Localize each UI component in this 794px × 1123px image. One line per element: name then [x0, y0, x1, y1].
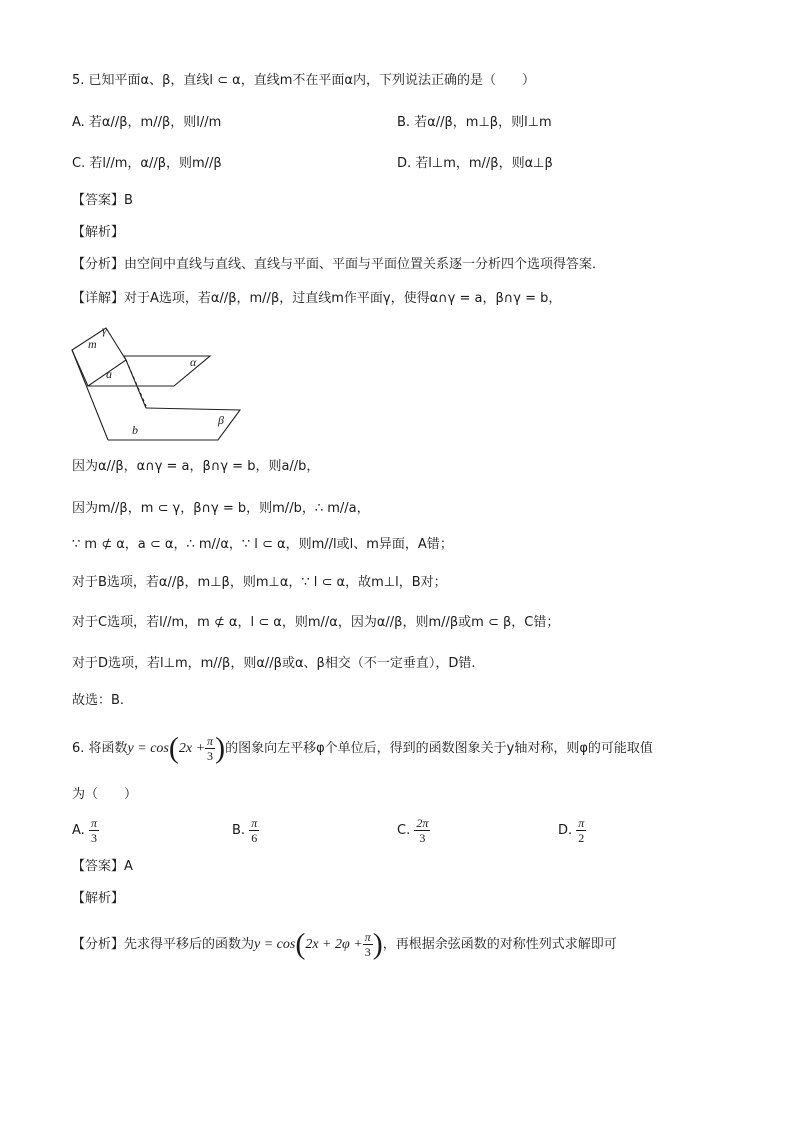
q5-option-b: B. 若α//β，m⊥β，则l⊥m [397, 115, 552, 130]
q6-option-d-num: π [578, 816, 585, 830]
q6-stem-inner: 2x + [178, 741, 206, 756]
q6-fenxi-post: ，再根据余弦函数的对称性列式求解即可 [382, 937, 617, 952]
q6-right-paren: ) [215, 731, 226, 765]
q6-option-c-num: 2π [416, 816, 429, 830]
label-gamma: γ [102, 323, 107, 337]
q6-option-d [558, 816, 586, 846]
q6-fenxi-right-paren: ) [372, 927, 383, 961]
q6-fenxi-frac-num: π [364, 930, 371, 944]
q6-stem-post: 的图象向左平移φ个单位后，得到的函数图象关于y轴对称，则φ的可能取值 [225, 741, 653, 756]
q6-fenxi-func: y = cos [254, 937, 296, 952]
q5-line-3: ∵ m ⊄ α，a ⊂ α，∴ m//α，∵ l ⊂ α，则m//l或l、m异面，A错； [72, 537, 453, 552]
q5-analysis-label: 【解析】 [72, 225, 125, 240]
q5-line-6: 对于D选项，若l⊥m，m//β，则α//β或α、β相交（不一定垂直），D错. [72, 656, 476, 671]
q5-fenxi: 【分析】由空间中直线与直线、直线与平面、平面与平面位置关系逐一分析四个选项得答案． [72, 257, 606, 272]
q5-xiangjie: 【详解】对于A选项，若α//β，m//β，过直线m作平面γ，使得α∩γ = a，β∩γ = b， [72, 291, 562, 306]
q6-left-paren: ( [168, 731, 179, 765]
planes-figure [68, 320, 248, 444]
q6-stem-frac-den: 3 [207, 749, 214, 763]
q6-fenxi-frac-den: 3 [364, 945, 371, 959]
q6-option-d-den: 2 [578, 831, 585, 845]
q6-option-d-frac [576, 816, 586, 845]
q6-fenxi [72, 928, 617, 962]
label-beta: β [218, 413, 224, 427]
q6-option-d-label: D. [558, 823, 573, 838]
q6-stem-frac-num: π [207, 734, 214, 748]
q5-line-5: 对于C选项，若l//m，m ⊄ α，l ⊂ α，则m//α，因为α//β，则m//β或m ⊂ β，C错； [72, 615, 560, 630]
q6-answer: 【答案】A [72, 859, 133, 874]
q5-option-c: C. 若l//m，α//β，则m//β [72, 156, 222, 171]
label-alpha: α [190, 355, 197, 369]
q5-stem: 5. 已知平面α、β，直线l ⊂ α，直线m不在平面α内，下列说法正确的是（ ） [72, 73, 535, 88]
label-a: a [106, 367, 112, 381]
q5-line-4: 对于B选项，若α//β，m⊥β，则m⊥α，∵ l ⊂ α，故m⊥l，B对； [72, 575, 447, 590]
q6-option-c-den: 3 [419, 831, 426, 845]
q6-option-b-den: 6 [251, 831, 258, 845]
q6-option-a-frac [89, 816, 99, 845]
q5-answer: 【答案】B [72, 193, 133, 208]
q6-stem-line2: 为（ ） [72, 787, 138, 802]
q6-option-a-den: 3 [90, 831, 97, 845]
plane-gamma-upper [72, 328, 126, 386]
q5-line-2: 因为m//β，m ⊂ γ，β∩γ = b，则m//b，∴ m//a， [72, 501, 370, 516]
q6-stem [72, 732, 653, 766]
q6-option-a-label: A. [72, 823, 85, 838]
q5-line-1: 因为α//β，α∩γ = a，β∩γ = b，则a//b， [72, 459, 320, 474]
q5-option-a: A. 若α//β，m//β，则l//m [72, 115, 222, 130]
q6-fenxi-pre: 【分析】先求得平移后的函数为 [72, 937, 255, 952]
q6-option-b-num: π [251, 816, 258, 830]
q6-option-b-label: B. [232, 823, 246, 838]
q6-fenxi-inner: 2x + 2φ + [305, 937, 363, 952]
q6-option-c [397, 816, 430, 846]
q5-option-d: D. 若l⊥m，m//β，则α⊥β [397, 156, 553, 171]
q6-stem-func: y = cos [127, 741, 169, 756]
q5-line-7: 故选：B. [72, 693, 125, 708]
label-m: m [88, 337, 97, 351]
q6-fenxi-frac [363, 930, 373, 959]
q6-option-c-label: C. [397, 823, 411, 838]
q6-stem-frac [205, 734, 215, 763]
q6-option-b-frac [249, 816, 259, 845]
label-b: b [132, 423, 138, 437]
q6-option-a [72, 816, 99, 846]
q6-stem-pre: 6. 将函数 [72, 741, 128, 756]
q6-analysis-label: 【解析】 [72, 891, 125, 906]
q6-option-b [232, 816, 259, 846]
q6-fenxi-left-paren: ( [295, 927, 306, 961]
q6-option-a-num: π [90, 816, 97, 830]
q6-option-c-frac [414, 816, 430, 845]
